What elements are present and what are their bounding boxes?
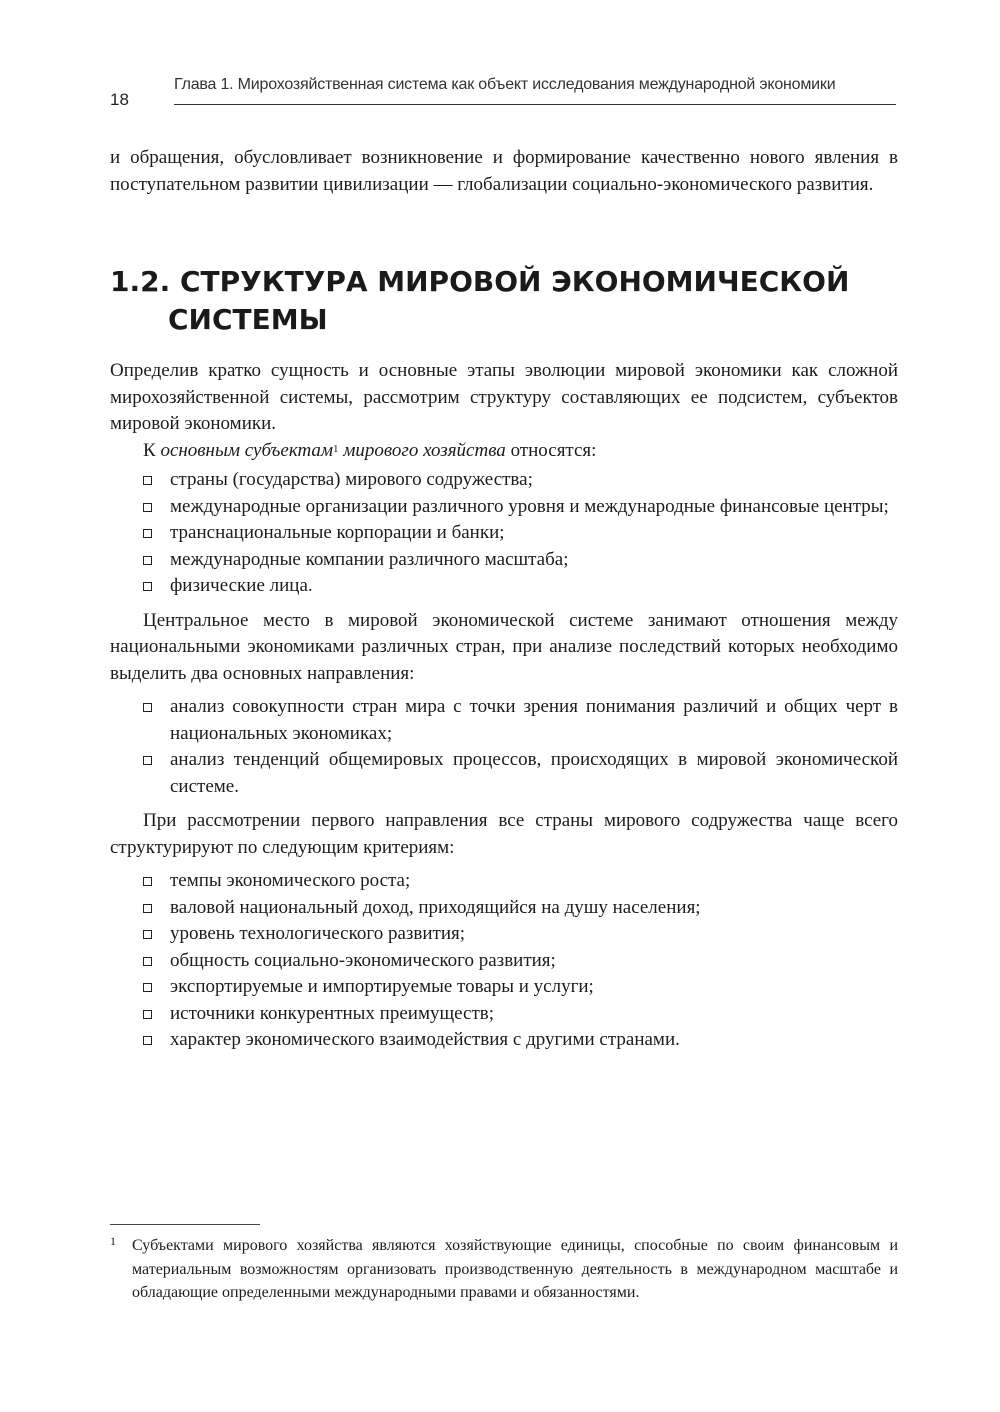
list-item: анализ тенденций общемировых процессов, происходящих в мировой экономической системе. bbox=[110, 747, 898, 800]
list-item: характер экономического взаимодействия с другими странами. bbox=[110, 1027, 898, 1054]
criteria-list bbox=[110, 868, 898, 1054]
list-item: транснациональные корпорации и банки; bbox=[110, 520, 898, 547]
list-item: международные компании различного масштаба; bbox=[110, 547, 898, 574]
checkbox-bullet-icon bbox=[143, 529, 152, 538]
checkbox-bullet-icon bbox=[143, 476, 152, 485]
paragraph-3: Центральное место в мировой экономической системе занимают отношения между национальными экономиками различных стран, при анализе последствий которых необходимо выделить два основных направления: bbox=[110, 609, 898, 684]
footnote-number: 1 bbox=[110, 1234, 116, 1248]
subjects-list bbox=[110, 467, 898, 600]
checkbox-bullet-icon bbox=[143, 582, 152, 591]
checkbox-bullet-icon bbox=[143, 930, 152, 939]
checkbox-bullet-icon bbox=[143, 756, 152, 765]
list-item: международные организации различного уровня и международные финансовые центры; bbox=[110, 494, 898, 521]
checkbox-bullet-icon bbox=[143, 983, 152, 992]
para2-italic-1: основным субъектам bbox=[160, 439, 334, 461]
paragraph-4: При рассмотрении первого направления все страны мирового содружества чаще всего структурируют по следующим критериям: bbox=[110, 810, 898, 858]
list-item: физические лица. bbox=[110, 573, 898, 600]
footnote-text: Субъектами мирового хозяйства являются хозяйствующие единицы, способные по своим финансовым и материальным возможностям организовать производственную деятельность в международном масштабе и обладающие определенными международными правами и обязанностями. bbox=[132, 1237, 898, 1301]
footnote-rule bbox=[110, 1224, 260, 1225]
checkbox-bullet-icon bbox=[143, 877, 152, 886]
paragraph-2 bbox=[110, 438, 898, 465]
intro-block bbox=[110, 145, 898, 198]
checkbox-bullet-icon bbox=[143, 904, 152, 913]
list-item: источники конкурентных преимуществ; bbox=[110, 1001, 898, 1028]
list-item: уровень технологического развития; bbox=[110, 921, 898, 948]
checkbox-bullet-icon bbox=[143, 703, 152, 712]
checkbox-bullet-icon bbox=[143, 1010, 152, 1019]
para2-prefix: К bbox=[143, 439, 161, 461]
list-item: анализ совокупности стран мира с точки зрения понимания различий и общих черт в национальных экономиках; bbox=[110, 694, 898, 747]
list-item: страны (государства) мирового содружества; bbox=[110, 467, 898, 494]
section-heading bbox=[110, 263, 849, 339]
running-header bbox=[110, 76, 898, 109]
paragraph-1: Определив кратко сущность и основные этапы эволюции мировой экономики как сложной мирохозяйственной системы, рассмотрим структуру составляющих ее подсистем, субъектов мировой экономики. bbox=[110, 360, 898, 434]
checkbox-bullet-icon bbox=[143, 556, 152, 565]
para2-italic-2: мирового хозяйства bbox=[338, 439, 506, 461]
footnote bbox=[110, 1234, 898, 1305]
header-rule bbox=[174, 104, 896, 105]
para2-suffix: относятся: bbox=[505, 439, 597, 461]
main-body bbox=[110, 358, 898, 1054]
footnote-ref[interactable]: 1 bbox=[333, 442, 339, 455]
list-item: валовой национальный доход, приходящийся на душу населения; bbox=[110, 895, 898, 922]
checkbox-bullet-icon bbox=[143, 503, 152, 512]
chapter-title: Глава 1. Мирохозяйственная система как объект исследования международной экономики bbox=[174, 76, 836, 93]
section-heading-line1: 1.2. СТРУКТУРА МИРОВОЙ ЭКОНОМИЧЕСКОЙ bbox=[110, 265, 850, 298]
intro-paragraph: и обращения, обусловливает возникновение и формирование качественно нового явления в поступательном развитии цивилизации — глобализации социально-экономического развития. bbox=[110, 147, 898, 195]
list-item: темпы экономического роста; bbox=[110, 868, 898, 895]
list-item: экспортируемые и импортируемые товары и услуги; bbox=[110, 974, 898, 1001]
directions-list bbox=[110, 694, 898, 800]
page-number: 18 bbox=[110, 90, 129, 109]
section-heading-line2: СИСТЕМЫ bbox=[168, 303, 328, 336]
checkbox-bullet-icon bbox=[143, 957, 152, 966]
list-item: общность социально-экономического развития; bbox=[110, 948, 898, 975]
checkbox-bullet-icon bbox=[143, 1036, 152, 1045]
